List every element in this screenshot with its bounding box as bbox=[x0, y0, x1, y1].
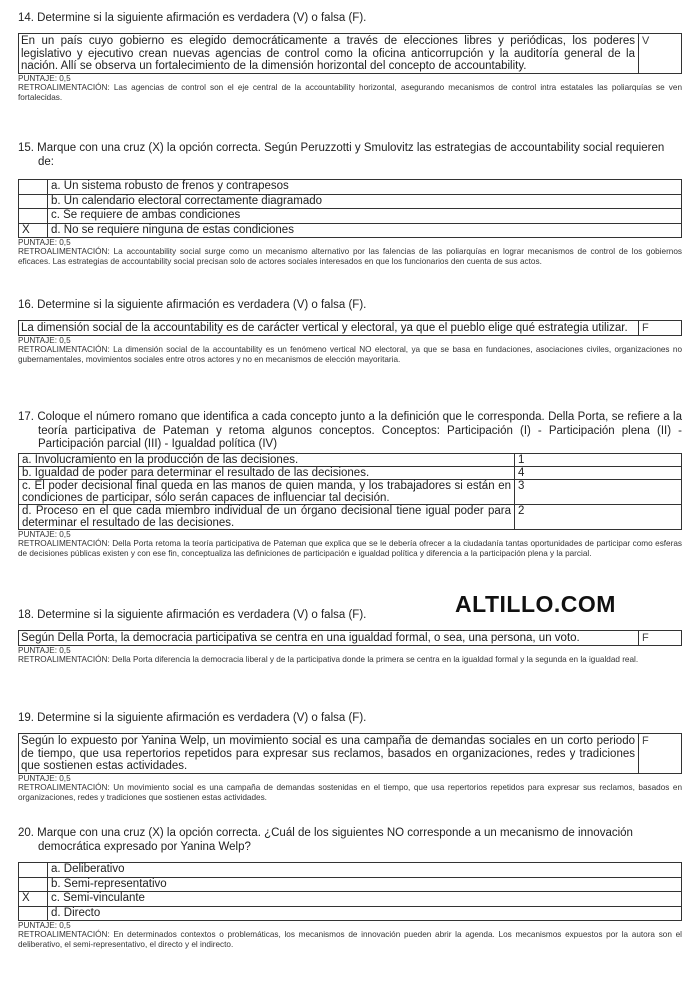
option-text: a. Un sistema robusto de frenos y contrapesos bbox=[48, 180, 682, 195]
option-row[interactable] bbox=[19, 906, 682, 921]
option-row[interactable] bbox=[19, 194, 682, 209]
question-19 bbox=[18, 711, 682, 803]
option-mark[interactable]: X bbox=[19, 892, 48, 907]
options-table bbox=[18, 179, 682, 238]
true-false-box bbox=[18, 630, 682, 646]
option-row[interactable] bbox=[19, 223, 682, 238]
question-16 bbox=[18, 298, 682, 365]
feedback-text: RETROALIMENTACIÓN: Della Porta retoma la teoría participativa de Pateman que explica que se le debería ofrecer a la ciudadanía tantas oportunidades de participar como esferas de decisiones públicas existen y con ese fin, conceptualiza las definiciones de participación e igualdad política y diferencia a la participación plena y la parcial. bbox=[18, 538, 682, 558]
question-title: 15. Marque con una cruz (X) la opción correcta. Según Peruzzotti y Smulovitz las estrategias de accountability social requieren de: bbox=[18, 142, 665, 168]
option-row[interactable] bbox=[19, 877, 682, 892]
definition-text: a. Involucramiento en la producción de las decisiones. bbox=[19, 453, 515, 466]
score-text: PUNTAJE: 0,5 bbox=[18, 773, 71, 783]
statement-text: La dimensión social de la accountability es de carácter vertical y electoral, ya que el pueblo elige qué estrategia utilizar. bbox=[19, 321, 639, 335]
feedback-text: RETROALIMENTACIÓN: La dimensión social de la accountability es un fenómeno vertical NO electoral, ya que se basa en fundaciones, asociaciones civiles, organizaciones no gubernamentales, movimientos sociales entre otros actores y no en mecanismos de elección mayoritaria. bbox=[18, 345, 682, 364]
answer-cell: V bbox=[642, 35, 650, 47]
option-mark[interactable]: X bbox=[19, 223, 48, 238]
answer-cell[interactable]: 4 bbox=[515, 466, 682, 479]
question-title: 17. Coloque el número romano que identifica a cada concepto junto a la definición que le corresponda. Della Porta, se refiere a la teoría participativa de Pateman y retoma algunos conceptos. Conceptos: Participación (I) - Participación plena (II) - Participación parcial (III) - Igualdad política (IV) bbox=[18, 411, 682, 450]
answer-cell[interactable]: 2 bbox=[515, 504, 682, 529]
matching-row bbox=[19, 466, 682, 479]
question-title: 18. Determine si la siguiente afirmación es verdadera (V) o falsa (F). bbox=[18, 609, 367, 621]
option-text: a. Deliberativo bbox=[48, 863, 682, 878]
question-14 bbox=[18, 11, 682, 103]
question-18 bbox=[18, 608, 682, 665]
option-row[interactable] bbox=[19, 892, 682, 907]
score-text: PUNTAJE: 0,5 bbox=[18, 646, 71, 655]
feedback-text: RETROALIMENTACIÓN: Un movimiento social es una campaña de demandas sostenidas en el tiempo, que usa repertorios repetidos para expresar sus reclamos, basados en organizaciones, redes y tradiciones que sostienen estas actividades. bbox=[18, 782, 682, 802]
option-row[interactable] bbox=[19, 180, 682, 195]
site-logo: ALTILLO.COM bbox=[455, 591, 616, 617]
true-false-box bbox=[18, 733, 682, 774]
option-row[interactable] bbox=[19, 209, 682, 224]
score-text: PUNTAJE: 0,5 bbox=[18, 529, 71, 539]
feedback-text: RETROALIMENTACIÓN: La accountability social surge como un mecanismo alternativo por las falencias de las poliarquías en lograr mecanismos de control de los gobiernos eficaces. Las estrategias de accountability social precisan solo de actores sociales interesados en que los funcionarios den cuenta de sus actos. bbox=[18, 247, 682, 266]
question-title: 20. Marque con una cruz (X) la opción correcta. ¿Cuál de los siguientes NO corresponde a un mecanismo de innovación democrática expresado por Yanina Welp? bbox=[18, 827, 633, 853]
answer-cell: F bbox=[642, 735, 649, 747]
option-mark[interactable] bbox=[19, 194, 48, 209]
question-20 bbox=[18, 826, 682, 950]
question-17 bbox=[18, 411, 682, 559]
option-text: d. Directo bbox=[48, 906, 682, 921]
option-text: c. Se requiere de ambas condiciones bbox=[48, 209, 682, 224]
option-text: c. Semi-vinculante bbox=[48, 892, 682, 907]
question-title: 14. Determine si la siguiente afirmación es verdadera (V) o falsa (F). bbox=[18, 12, 367, 24]
feedback-text: RETROALIMENTACIÓN: En determinados contextos o problemáticas, los mecanismos de innovación pueden abrir la agenda. Los mecanismos expuestos por la autora son el deliberativo, el semi-representativo, el directo y el indirecto. bbox=[18, 930, 682, 949]
definition-text: b. Igualdad de poder para determinar el resultado de las decisiones. bbox=[19, 466, 515, 479]
option-mark[interactable] bbox=[19, 877, 48, 892]
matching-row bbox=[19, 453, 682, 466]
score-text: PUNTAJE: 0,5 bbox=[18, 336, 71, 345]
question-title: 16. Determine si la siguiente afirmación es verdadera (V) o falsa (F). bbox=[18, 299, 367, 311]
answer-cell: F bbox=[642, 322, 649, 334]
matching-table bbox=[18, 453, 682, 530]
option-text: b. Un calendario electoral correctamente diagramado bbox=[48, 194, 682, 209]
feedback-text: RETROALIMENTACIÓN: Las agencias de control son el eje central de la accountability horizontal, asegurando mecanismos de control intra estatales las poliarquías se ven fortalecidas. bbox=[18, 82, 682, 102]
statement-text: En un país cuyo gobierno es elegido democráticamente a través de elecciones libres y periódicas, los poderes legislativo y ejecutivo crean nuevas agencias de control como la oficina anticorrupción y la auditoría general de la nación. Allí se observa un fortalecimiento de la dimensión horizontal del concepto de accountability. bbox=[19, 34, 639, 73]
score-text: PUNTAJE: 0,5 bbox=[18, 921, 71, 930]
score-text: PUNTAJE: 0,5 bbox=[18, 73, 71, 83]
statement-text: Según Della Porta, la democracia participativa se centra en una igualdad formal, o sea, una persona, un voto. bbox=[19, 631, 639, 645]
option-mark[interactable] bbox=[19, 209, 48, 224]
question-15 bbox=[18, 141, 682, 267]
option-mark[interactable] bbox=[19, 863, 48, 878]
option-mark[interactable] bbox=[19, 906, 48, 921]
options-table bbox=[18, 862, 682, 921]
answer-cell[interactable]: 3 bbox=[515, 479, 682, 504]
matching-row bbox=[19, 479, 682, 504]
question-title: 19. Determine si la siguiente afirmación es verdadera (V) o falsa (F). bbox=[18, 712, 367, 724]
option-text: d. No se requiere ninguna de estas condiciones bbox=[48, 223, 682, 238]
answer-cell: F bbox=[642, 632, 649, 644]
score-text: PUNTAJE: 0,5 bbox=[18, 238, 71, 247]
definition-text: d. Proceso en el que cada miembro individual de un órgano decisional tiene igual poder para determinar el resultado de las decisiones. bbox=[19, 504, 515, 529]
matching-row bbox=[19, 504, 682, 529]
true-false-box bbox=[18, 33, 682, 74]
definition-text: c. El poder decisional final queda en las manos de quien manda, y los trabajadores si están en condiciones de participar, sólo serán capaces de influenciar tal decisión. bbox=[19, 479, 515, 504]
option-mark[interactable] bbox=[19, 180, 48, 195]
feedback-text: RETROALIMENTACIÓN: Della Porta diferencia la democracia liberal y de la participativa donde la primera se centra en la igualdad formal y la segunda en la igualdad real. bbox=[18, 655, 639, 664]
answer-cell[interactable]: 1 bbox=[515, 453, 682, 466]
option-text: b. Semi-representativo bbox=[48, 877, 682, 892]
true-false-box bbox=[18, 320, 682, 336]
option-row[interactable] bbox=[19, 863, 682, 878]
statement-text: Según lo expuesto por Yanina Welp, un movimiento social es una campaña de demandas sociales en un corto periodo de tiempo, que usa repertorios repetidos para expresar sus reclamos, basados en organizaciones, redes y tradiciones que sostienen estas actividades. bbox=[19, 734, 639, 773]
